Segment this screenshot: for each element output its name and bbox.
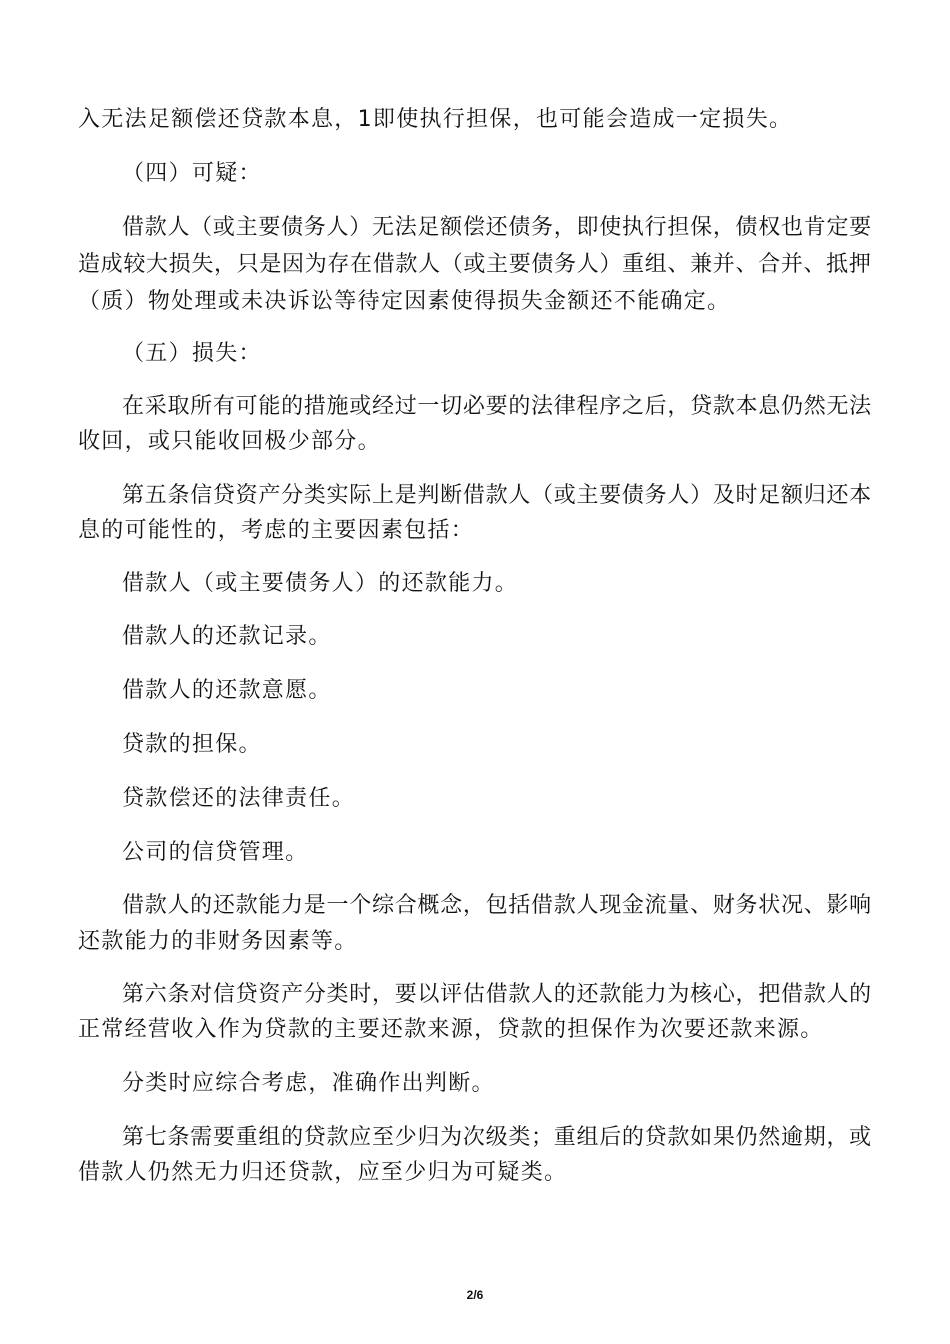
paragraph-line: 借款人的还款能力是一个综合概念，包括借款人现金流量、财务状况、影响 xyxy=(122,893,872,918)
paragraph-line: 收回，或只能收回极少部分。 xyxy=(78,429,381,454)
section-heading: （四）可疑： xyxy=(122,161,262,186)
list-item: 公司的信贷管理。 xyxy=(122,840,309,865)
paragraph-line: 分类时应综合考虑，准确作出判断。 xyxy=(122,1071,495,1096)
paragraph-line: 第五条信贷资产分类实际上是判断借款人（或主要债务人）及时足额归还本 xyxy=(122,483,872,508)
section-heading: （五）损失： xyxy=(122,341,262,366)
list-item: 借款人（或主要债务人）的还款能力。 xyxy=(122,571,519,596)
paragraph-line: 第七条需要重组的贷款应至少归为次级类；重组后的贷款如果仍然逾期，或 xyxy=(122,1125,872,1150)
list-item: 借款人的还款记录。 xyxy=(122,624,332,649)
paragraph-line: 在采取所有可能的措施或经过一切必要的法律程序之后，贷款本息仍然无法 xyxy=(122,394,872,419)
paragraph-line: 息的可能性的，考虑的主要因素包括： xyxy=(78,518,475,543)
paragraph-line: 正常经营收入作为贷款的主要还款来源，贷款的担保作为次要还款来源。 xyxy=(78,1017,824,1042)
paragraph-line: 入无法足额偿还贷款本息，1即使执行担保，也可能会造成一定损失。 xyxy=(78,107,793,132)
list-item: 贷款偿还的法律责任。 xyxy=(122,786,356,811)
page-number: 2/6 xyxy=(466,1288,484,1302)
paragraph-line: 借款人（或主要债务人）无法足额偿还债务，即使执行担保，债权也肯定要 xyxy=(122,215,872,240)
list-item: 借款人的还款意愿。 xyxy=(122,678,332,703)
paragraph-line: 借款人仍然无力归还贷款，应至少归为可疑类。 xyxy=(78,1160,568,1185)
list-item: 贷款的担保。 xyxy=(122,732,262,757)
paragraph-line: 第六条对信贷资产分类时，要以评估借款人的还款能力为核心，把借款人的 xyxy=(122,982,872,1007)
paragraph-line: 还款能力的非财务因素等。 xyxy=(78,929,358,954)
paragraph-line: （质）物处理或未决诉讼等待定因素使得损失金额还不能确定。 xyxy=(78,289,731,314)
paragraph-line: 造成较大损失，只是因为存在借款人（或主要债务人）重组、兼并、合并、抵押 xyxy=(78,252,872,277)
